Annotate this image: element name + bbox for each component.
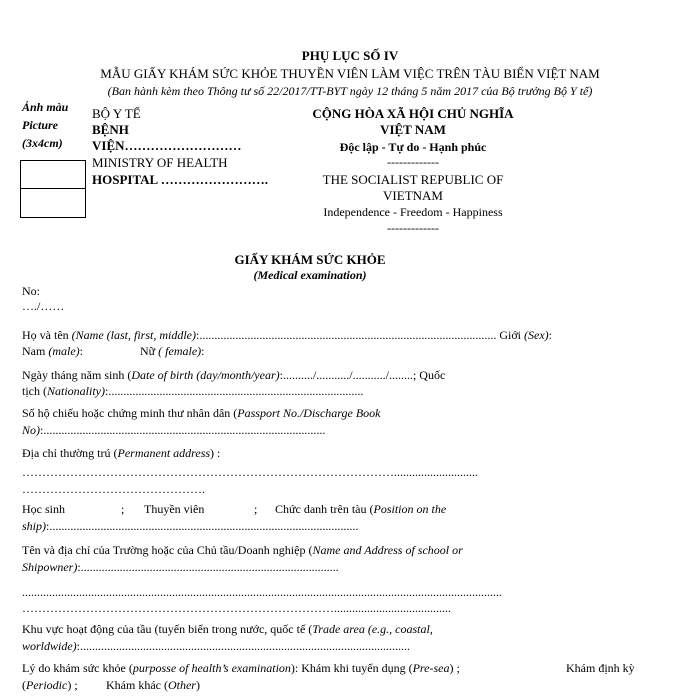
school-label-en-2: Shipowner) (22, 560, 78, 574)
school-label-en: Name and Address of school or (312, 543, 463, 557)
separator-2: ; (254, 502, 258, 516)
issued-note: (Ban hành kèm theo Thông tư số 22/2017/TT-BYT ngày 12 tháng 5 năm 2017 của Bộ trưởng Bộ Y tế) (107, 84, 593, 98)
female-option (140, 344, 205, 359)
republic-vi-1: CỘNG HÒA XÃ HỘI CHỦ NGHĨA (312, 106, 514, 121)
nationality-line (22, 384, 363, 399)
no-value: …./…… (22, 299, 65, 313)
photo-box-top (20, 160, 86, 190)
hospital-vi-2: VIỆN……………………… (92, 138, 242, 153)
passport-label: Số hộ chiếu hoặc chứng minh thư nhân dân ( (22, 406, 238, 420)
male-option (22, 344, 83, 359)
address-line (22, 446, 220, 461)
pre-sea-label: ): Khám khi tuyển dụng ( (290, 661, 413, 675)
reason-label: Lý do khám sức khỏe ( (22, 661, 133, 675)
republic-en-1: THE SOCIALIST REPUBLIC OF (322, 172, 504, 187)
area-line-2 (22, 639, 410, 654)
periodic-open: ( (22, 678, 26, 692)
male-label-en: (male) (48, 344, 80, 358)
female-colon: : (201, 344, 205, 358)
school-dots: :...................................................................................... (77, 560, 339, 574)
pre-sea-label-en: Pre-sea (412, 661, 450, 675)
address-dots-2: ………………………………………. (22, 482, 205, 496)
name-label-en: (Name (last, first, middle) (71, 328, 196, 342)
passport-line-2 (22, 423, 325, 438)
passport-dots: :.............................................................................................. (40, 423, 326, 437)
nationality-label: tịch ( (22, 384, 47, 398)
reason-line (22, 661, 460, 676)
dob-label: Ngày tháng năm sinh ( (22, 368, 132, 382)
form-title: MẪU GIẤY KHÁM SỨC KHỎE THUYỀN VIÊN LÀM VIỆC TRÊN TÀU BIỂN VIỆT NAM (100, 66, 600, 81)
hospital-vi-1: BỆNH (92, 122, 129, 137)
female-label: Nữ (140, 344, 159, 358)
other-label-en: Other (167, 678, 196, 692)
photo-box-bottom (20, 188, 86, 218)
name-label: Họ và tên (22, 328, 72, 342)
reason-label-en: purposse of health’s examination (132, 661, 291, 675)
position-line-2 (22, 519, 358, 534)
area-dots: :.............................................................................................................. (76, 639, 411, 653)
ministry-en: MINISTRY OF HEALTH (92, 155, 228, 170)
position-label: Chức danh trên tàu ( (275, 502, 374, 516)
name-dots: :................................................................................................... (195, 328, 497, 342)
passport-label-en: Passport No./Discharge Book (237, 406, 381, 420)
republic-en-2: VIETNAM (383, 188, 443, 203)
doc-title-vi: GIẤY KHÁM SỨC KHỎE (234, 252, 386, 267)
periodic-end: ) ; (67, 678, 78, 692)
male-label: Nam (22, 344, 49, 358)
other-line (106, 678, 200, 693)
address-label-en: Permanent address (117, 446, 211, 460)
area-label-en: Trade area (e.g., coastal, (312, 622, 433, 636)
dob-label-en: Date of birth (day/month/year) (131, 368, 280, 382)
name-line (22, 328, 552, 343)
school-line-2 (22, 560, 339, 575)
photo-label-en: Picture (22, 118, 58, 132)
motto-en: Independence - Freedom - Happiness (323, 205, 503, 219)
hospital-en: HOSPITAL ……………………. (92, 172, 269, 187)
motto-vi: Độc lập - Tự do - Hạnh phúc (339, 140, 487, 154)
male-colon: : (79, 344, 83, 358)
school-line (22, 543, 463, 558)
periodic-label-en: Periodic (26, 678, 68, 692)
pre-sea-end: ) ; (449, 661, 460, 675)
address-dots-1: …………………………………………………………………………………............................ (22, 465, 478, 479)
photo-label-vi: Ảnh màu (22, 100, 69, 114)
position-dots: :....................................................................................................... (46, 519, 359, 533)
republic-vi-2: VIỆT NAM (380, 122, 446, 137)
other-label: Khám khác ( (106, 678, 168, 692)
divider-bottom: ------------- (387, 221, 439, 235)
sex-label-en: (Sex) (524, 328, 549, 342)
separator-1: ; (121, 502, 125, 516)
passport-line (22, 406, 381, 421)
doc-title-en: (Medical examination) (253, 268, 367, 282)
area-line (22, 622, 433, 637)
other-end: ) (195, 678, 200, 692)
no-label: No: (22, 284, 40, 298)
area-label-en-2: worldwide) (22, 639, 77, 653)
nationality-dots: :..................................................................................... (105, 384, 364, 398)
school-dots-2: ……………………………………………………………………....................................... (22, 601, 451, 615)
ministry-vi: BỘ Y TẾ (92, 106, 141, 121)
female-label-en: ( female) (158, 344, 202, 358)
divider-top: ------------- (387, 155, 439, 169)
position-label-en-2: ship) (22, 519, 46, 533)
dob-line (22, 368, 445, 383)
photo-size: (3x4cm) (22, 136, 63, 150)
crew-option: Thuyền viên (144, 502, 205, 516)
appendix-title: PHỤ LỤC SỐ IV (301, 48, 399, 63)
periodic-line (22, 678, 78, 693)
position-label-en: Position on the (373, 502, 447, 516)
passport-label-en-2: No) (22, 423, 40, 437)
sex-colon: : (548, 328, 553, 342)
dob-dots: :........../.........../.........../........; Quốc (279, 368, 446, 382)
nationality-label-en: Nationality) (47, 384, 105, 398)
school-dots-1: ................................................................................................................................................................ (22, 585, 502, 599)
address-colon: ) : (210, 446, 221, 460)
area-label: Khu vực hoạt động của tầu (tuyến biển trong nước, quốc tế ( (22, 622, 313, 636)
position-line (275, 502, 446, 517)
student-option: Học sinh (22, 502, 65, 516)
periodic-label: Khám định kỳ (566, 661, 635, 675)
sex-label: Giới (496, 328, 525, 342)
address-label: Địa chỉ thường trú ( (22, 446, 118, 460)
school-label: Tên và địa chỉ của Trường hoặc của Chủ tầu/Doanh nghiệp ( (22, 543, 313, 557)
